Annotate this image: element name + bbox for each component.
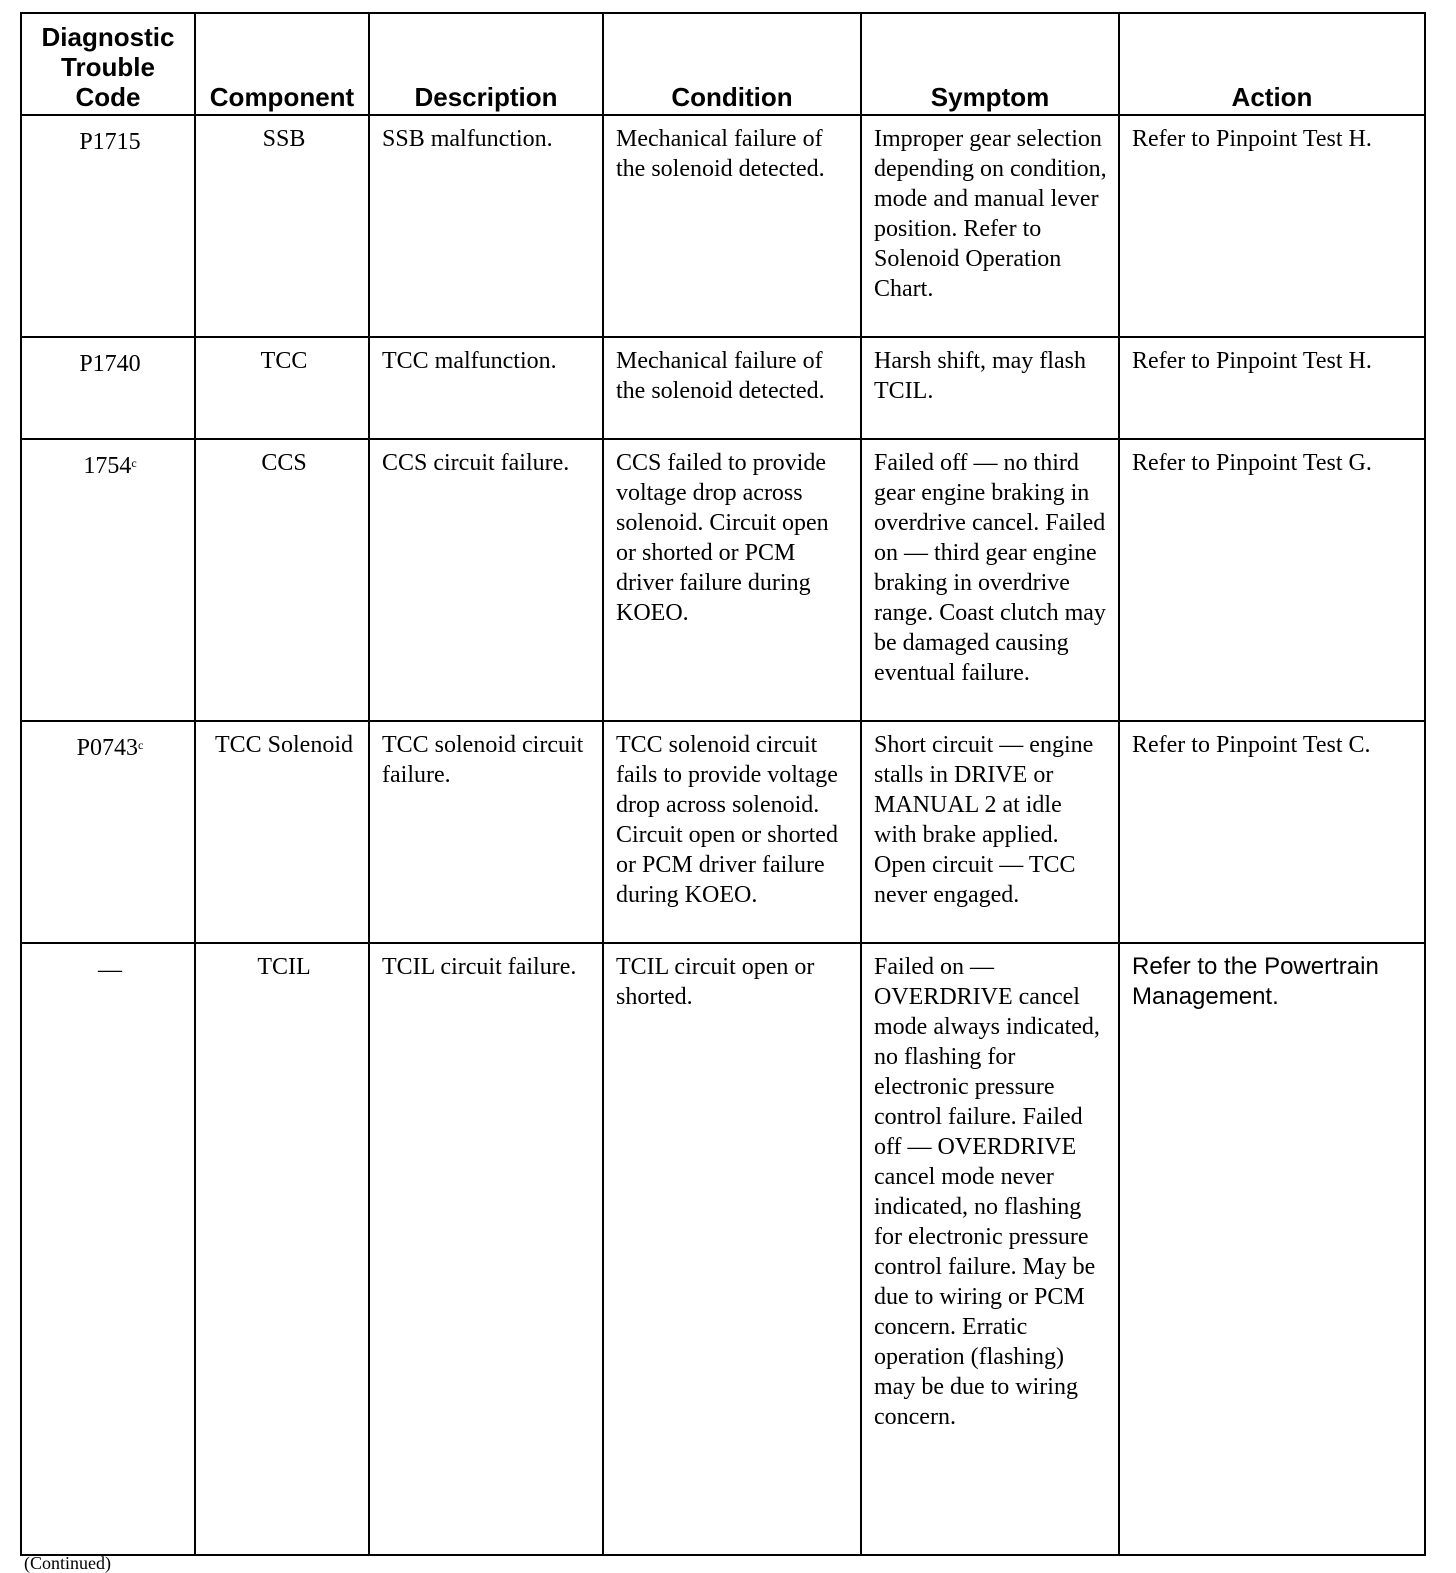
diagnostic-trouble-code-table: [20, 12, 1426, 1556]
cell-code: P1740: [21, 337, 195, 439]
cell-component: TCC Solenoid: [195, 721, 369, 943]
cell-symptom: Failed on — OVERDRIVE cancel mode always indicated, no flashing for electronic pressure control failure. Failed off — OVERDRIVE cancel mode never indicated, no flashing for electronic pressure control failure. May be due to wiring or PCM concern. Erratic operation (flashing) may be due to wiring concern.: [861, 943, 1119, 1555]
cell-code: P0743$^c$: [21, 721, 195, 943]
cell-symptom: Harsh shift, may flash TCIL.: [861, 337, 1119, 439]
table-row: [21, 721, 1425, 943]
document-page: [20, 12, 1424, 1556]
cell-component: TCIL: [195, 943, 369, 1555]
cell-description: TCC solenoid circuit failure.: [369, 721, 603, 943]
header-code: Diagnostic Trouble Code: [21, 13, 195, 115]
cell-symptom: Failed off — no third gear engine braking in overdrive cancel. Failed on — third gear engine braking in overdrive range. Coast clutch may be damaged causing eventual failure.: [861, 439, 1119, 721]
header-component: Component: [195, 13, 369, 115]
table-row: [21, 439, 1425, 721]
header-symptom: Symptom: [861, 13, 1119, 115]
cell-action: Refer to the Powertrain Management.: [1119, 943, 1425, 1555]
header-description: Description: [369, 13, 603, 115]
table-header-row: [21, 13, 1425, 115]
cell-component: SSB: [195, 115, 369, 337]
cell-description: SSB malfunction.: [369, 115, 603, 337]
header-action: Action: [1119, 13, 1425, 115]
cell-condition: Mechanical failure of the solenoid detected.: [603, 337, 861, 439]
cell-condition: CCS failed to provide voltage drop across solenoid. Circuit open or shorted or PCM driver failure during KOEO.: [603, 439, 861, 721]
cell-action: Refer to Pinpoint Test H.: [1119, 115, 1425, 337]
cell-condition: Mechanical failure of the solenoid detected.: [603, 115, 861, 337]
table-row: [21, 115, 1425, 337]
table-row: [21, 337, 1425, 439]
cell-symptom: Short circuit — engine stalls in DRIVE or MANUAL 2 at idle with brake applied. Open circuit — TCC never engaged.: [861, 721, 1119, 943]
cell-code: 1754$^c$: [21, 439, 195, 721]
cell-condition: TCC solenoid circuit fails to provide voltage drop across solenoid. Circuit open or shorted or PCM driver failure during KOEO.: [603, 721, 861, 943]
cell-code: —: [21, 943, 195, 1555]
continued-note: (Continued): [24, 1553, 111, 1573]
cell-action: Refer to Pinpoint Test C.: [1119, 721, 1425, 943]
cell-symptom: Improper gear selection depending on condition, mode and manual lever position. Refer to Solenoid Operation Chart.: [861, 115, 1119, 337]
header-condition: Condition: [603, 13, 861, 115]
cell-condition: TCIL circuit open or shorted.: [603, 943, 861, 1555]
cell-action: Refer to Pinpoint Test G.: [1119, 439, 1425, 721]
cell-code: P1715: [21, 115, 195, 337]
cell-component: CCS: [195, 439, 369, 721]
cell-action: Refer to Pinpoint Test H.: [1119, 337, 1425, 439]
cell-component: TCC: [195, 337, 369, 439]
cell-description: TCC malfunction.: [369, 337, 603, 439]
cell-description: TCIL circuit failure.: [369, 943, 603, 1555]
cell-description: CCS circuit failure.: [369, 439, 603, 721]
table-row: [21, 943, 1425, 1555]
